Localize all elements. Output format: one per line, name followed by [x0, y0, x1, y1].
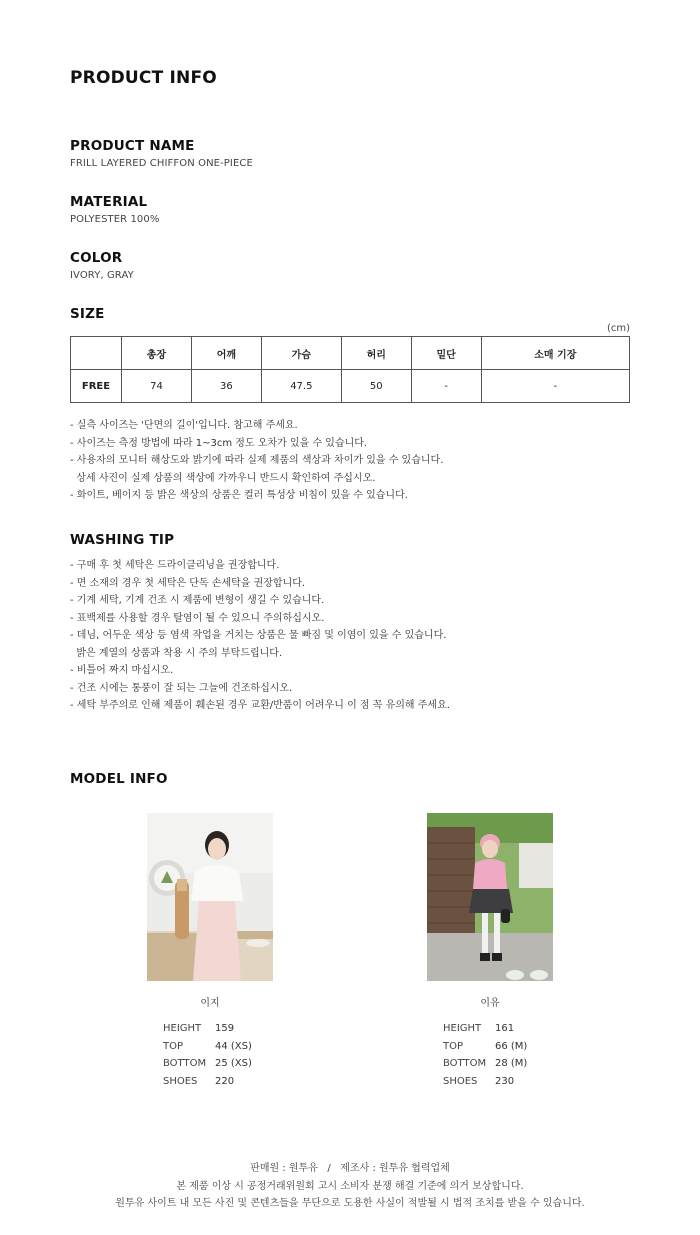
spec-label: TOP	[443, 1040, 464, 1052]
spec-value: 25 (XS)	[215, 1058, 252, 1069]
size-cell: 50	[341, 370, 411, 403]
footer	[0, 1160, 700, 1213]
size-note: - 사용자의 모니터 해상도와 밝기에 따라 실제 제품의 색상과 차이가 있을 수 있습니다.	[70, 455, 444, 466]
washing-note: - 표백제를 사용할 경우 탈염이 될 수 있으니 주의하십시오.	[70, 612, 325, 624]
spec-label: SHOES	[163, 1075, 198, 1087]
spec-value: 28 (M)	[495, 1058, 528, 1069]
size-header-cell: 허리	[341, 337, 411, 370]
size-cell: -	[481, 370, 629, 403]
size-table-row	[71, 370, 630, 403]
size-header-cell: 어깨	[191, 337, 261, 370]
model-specs-1	[163, 1020, 252, 1090]
spec-value: 159	[215, 1023, 235, 1034]
spec-row	[163, 1073, 252, 1091]
spec-row	[163, 1020, 252, 1038]
size-heading: SIZE	[70, 306, 105, 322]
spec-row	[443, 1038, 527, 1056]
washing-note: - 건조 시에는 통풍이 잘 되는 그늘에 건조하십시오.	[70, 682, 293, 694]
model-info-heading: MODEL INFO	[70, 771, 168, 787]
size-cell: 47.5	[261, 370, 341, 403]
model-name-1: 이지	[200, 998, 220, 1009]
model-photo-2	[427, 813, 553, 981]
size-cell: 74	[122, 370, 192, 403]
material-value: POLYESTER 100%	[70, 214, 160, 225]
size-header-cell: 밑단	[411, 337, 481, 370]
spec-row	[163, 1038, 252, 1056]
spec-label: SHOES	[443, 1075, 478, 1087]
spec-label: HEIGHT	[443, 1023, 482, 1034]
page-title: PRODUCT INFO	[70, 68, 217, 88]
spec-row	[443, 1055, 527, 1073]
size-notes	[70, 417, 443, 505]
washing-note: 밝은 계열의 상품과 착용 시 주의 부탁드립니다.	[70, 647, 283, 659]
size-note: - 사이즈는 측정 방법에 따라 1~3cm 정도 오차가 있을 수 있습니다.	[70, 437, 368, 449]
spec-row	[443, 1020, 527, 1038]
washing-note: - 구매 후 첫 세탁은 드라이클리닝을 권장합니다.	[70, 560, 280, 571]
washing-note: - 세탁 부주의로 인해 제품이 훼손된 경우 교환/반품이 어려우니 이 점 꼭 유의해 주세요.	[70, 700, 450, 711]
size-note: 상세 사진이 실제 상품의 색상에 가까우니 반드시 확인하여 주십시오.	[70, 472, 376, 484]
size-table-header-row	[71, 337, 630, 370]
model-photo-1	[147, 813, 273, 981]
size-cell: -	[411, 370, 481, 403]
size-header-cell: 소매 기장	[481, 337, 629, 370]
color-heading: COLOR	[70, 250, 123, 266]
footer-line: 원투유 사이트 내 모든 사진 및 콘텐츠들을 무단으로 도용한 사실이 적발될 시 법적 조치를 받을 수 있습니다.	[115, 1198, 585, 1209]
washing-note: - 기계 세탁, 기계 건조 시 제품에 변형이 생길 수 있습니다.	[70, 595, 325, 606]
spec-row	[443, 1073, 527, 1091]
washing-notes	[70, 557, 450, 715]
size-header-cell	[71, 337, 122, 370]
size-cell: 36	[191, 370, 261, 403]
size-note: - 실측 사이즈는 '단면의 길이'입니다. 참고해 주세요.	[70, 420, 298, 431]
model-specs-2	[443, 1020, 527, 1090]
washing-note: - 비틀어 짜지 마십시오.	[70, 665, 174, 676]
product-name-value: FRILL LAYERED CHIFFON ONE-PIECE	[70, 158, 253, 169]
spec-label: HEIGHT	[163, 1023, 202, 1034]
spec-value: 66 (M)	[495, 1040, 528, 1052]
size-cell: FREE	[71, 370, 122, 403]
size-header-cell: 가슴	[261, 337, 341, 370]
washing-heading: WASHING TIP	[70, 532, 175, 548]
spec-label: BOTTOM	[163, 1058, 207, 1069]
footer-line: 판매원 : 원투유 / 제조사 : 원투유 협력업체	[250, 1163, 450, 1174]
model-name-2: 이유	[480, 998, 500, 1009]
size-table	[70, 336, 630, 403]
product-name-heading: PRODUCT NAME	[70, 138, 195, 154]
footer-line: 본 제품 이상 시 공정거래위원회 고시 소비자 분쟁 해결 기준에 의거 보상합니다.	[176, 1180, 524, 1192]
spec-row	[163, 1055, 252, 1073]
color-value: IVORY, GRAY	[70, 270, 134, 281]
spec-value: 161	[495, 1023, 515, 1034]
washing-note: - 데님, 어두운 색상 등 염색 작업을 거치는 상품은 물 빠짐 및 이염이 있을 수 있습니다.	[70, 630, 447, 641]
material-heading: MATERIAL	[70, 194, 148, 210]
size-unit: (cm)	[606, 323, 630, 334]
spec-value: 44 (XS)	[215, 1040, 252, 1052]
size-header-cell: 총장	[122, 337, 192, 370]
spec-value: 230	[495, 1075, 515, 1087]
spec-label: BOTTOM	[443, 1058, 487, 1069]
size-note: - 화이트, 베이지 등 밝은 색상의 상품은 컬러 특성상 비침이 있을 수 있습니다.	[70, 490, 408, 501]
washing-note: - 면 소재의 경우 첫 세탁은 단독 손세탁을 권장합니다.	[70, 577, 306, 589]
spec-value: 220	[215, 1075, 235, 1087]
spec-label: TOP	[163, 1040, 184, 1052]
